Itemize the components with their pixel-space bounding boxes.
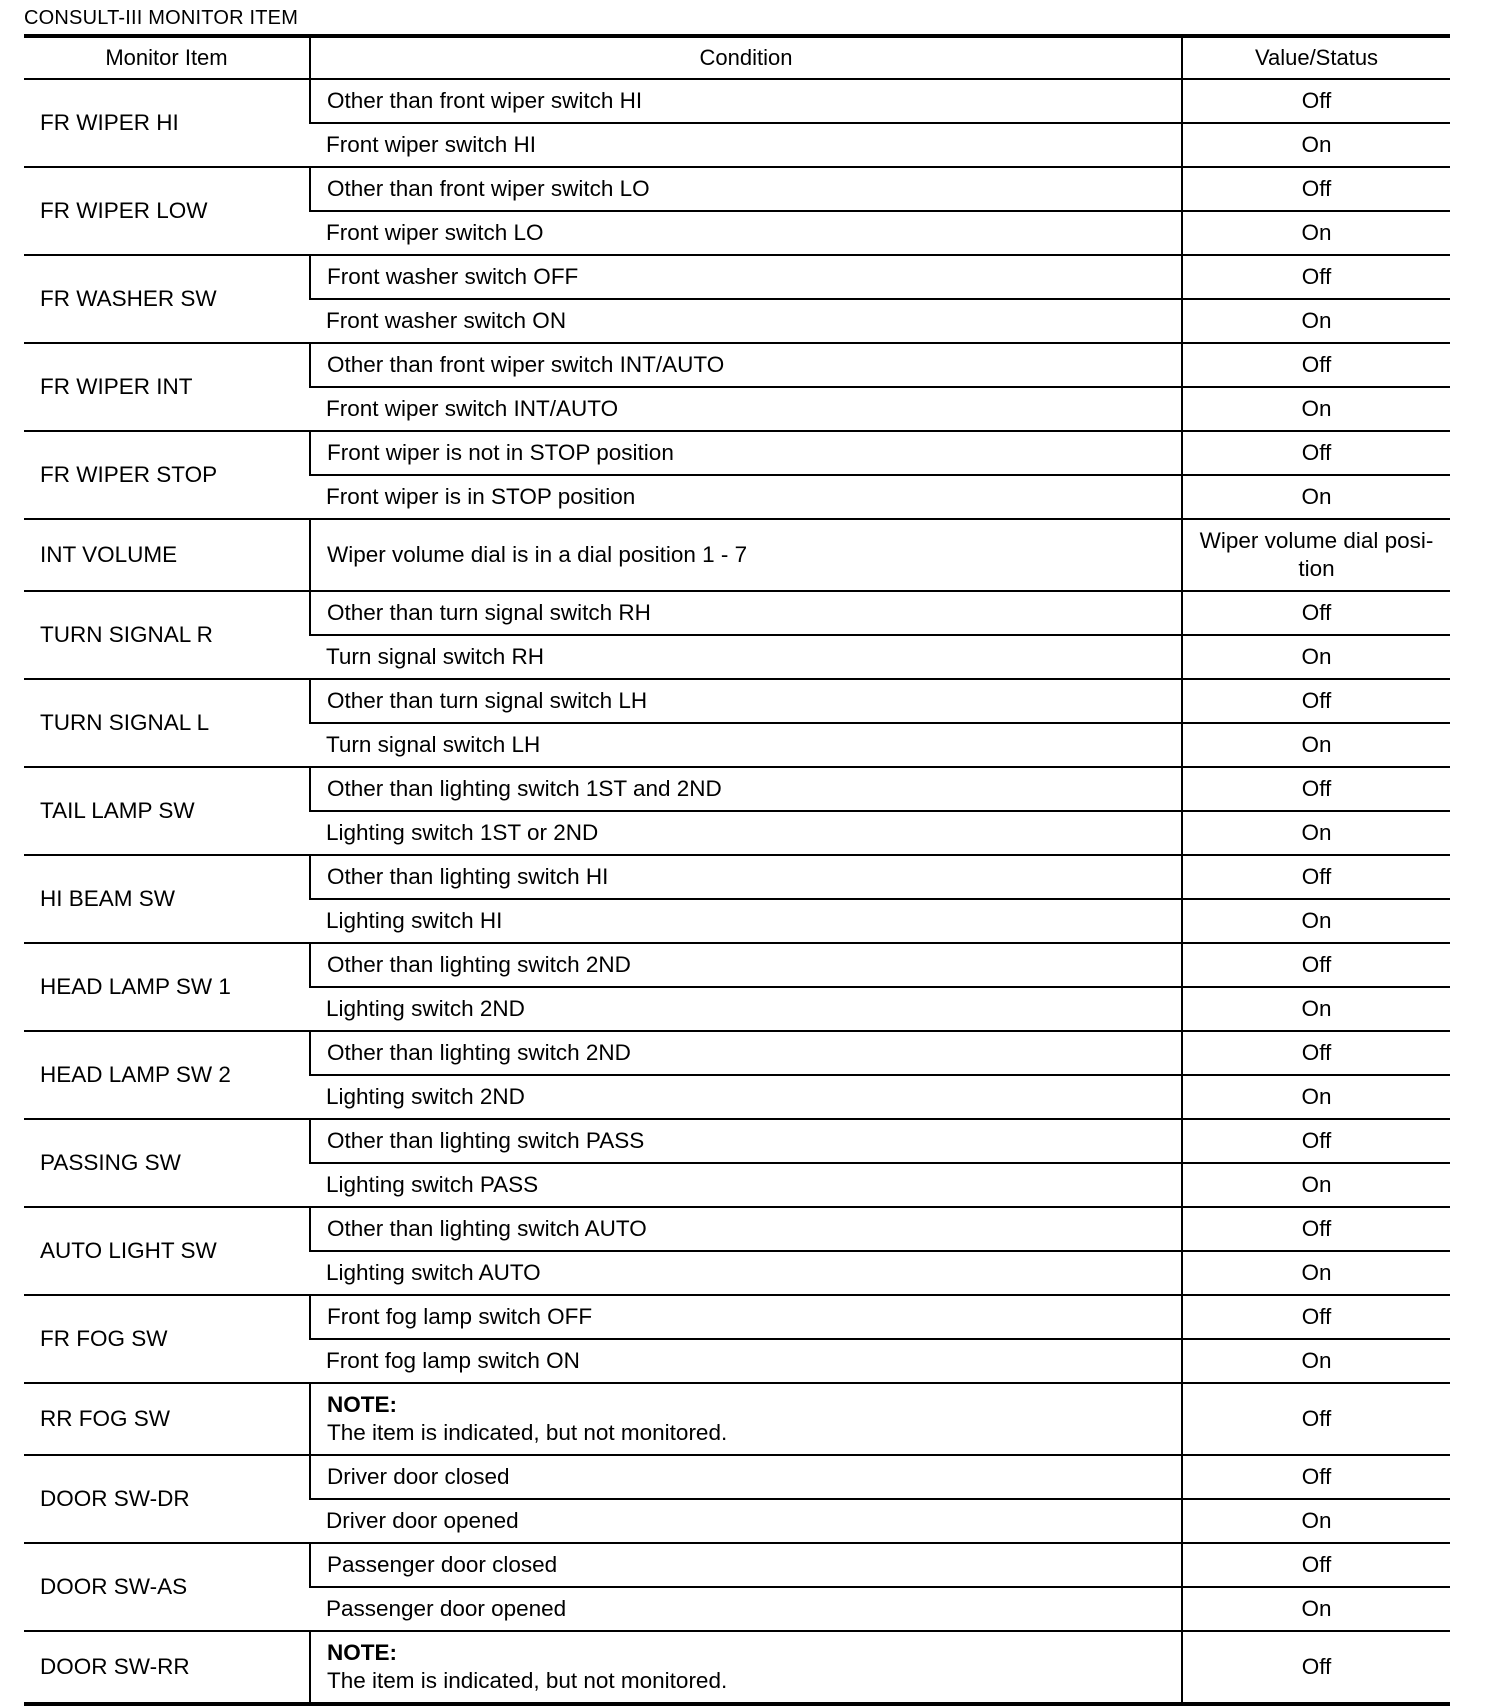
condition-cell: Driver door opened	[310, 1499, 1182, 1543]
value-status-cell	[1182, 1543, 1450, 1587]
condition-cell: Front fog lamp switch OFF	[310, 1295, 1182, 1339]
value-status-cell	[1182, 811, 1450, 855]
table-row	[24, 943, 1450, 987]
value-status-cell	[1182, 255, 1450, 299]
value-status-text: On	[1301, 220, 1332, 245]
condition-cell: Front washer switch OFF	[310, 255, 1182, 299]
value-status-text: Off	[1301, 1040, 1332, 1065]
condition-cell: Front washer switch ON	[310, 299, 1182, 343]
value-status-text: On	[1301, 644, 1332, 669]
value-status-text: On	[1301, 1172, 1332, 1197]
value-status-text: Off	[1301, 1128, 1332, 1153]
monitor-item-cell: RR FOG SW	[24, 1383, 310, 1455]
condition-cell: Other than front wiper switch INT/AUTO	[310, 343, 1182, 387]
value-status-cell	[1182, 899, 1450, 943]
value-status-cell	[1182, 723, 1450, 767]
value-status-text: Off	[1301, 688, 1332, 713]
table-row	[24, 679, 1450, 723]
value-status-text: On	[1301, 1596, 1332, 1621]
value-status-text: On	[1301, 1508, 1332, 1533]
condition-cell: Lighting switch PASS	[310, 1163, 1182, 1207]
monitor-item-cell: TURN SIGNAL R	[24, 591, 310, 679]
value-status-text: Off	[1301, 1216, 1332, 1241]
table-row	[24, 255, 1450, 299]
value-status-text: Off	[1301, 264, 1332, 289]
value-status-cell	[1182, 767, 1450, 811]
table-row	[24, 1295, 1450, 1339]
monitor-item-cell: DOOR SW-RR	[24, 1631, 310, 1704]
table-row	[24, 855, 1450, 899]
value-status-text: Off	[1301, 1654, 1332, 1679]
header-row	[24, 36, 1450, 79]
value-status-text: Off	[1301, 88, 1332, 113]
condition-cell: Turn signal switch LH	[310, 723, 1182, 767]
table-row	[24, 1207, 1450, 1251]
value-status-cell	[1182, 167, 1450, 211]
table-row	[24, 343, 1450, 387]
value-status-text: On	[1301, 1260, 1332, 1285]
table-row	[24, 1119, 1450, 1163]
condition-cell: Lighting switch 2ND	[310, 987, 1182, 1031]
monitor-item-cell: FR WIPER STOP	[24, 431, 310, 519]
monitor-item-cell: INT VOLUME	[24, 519, 310, 591]
value-status-text: Off	[1301, 1304, 1332, 1329]
table-row	[24, 431, 1450, 475]
value-status-text: Off	[1301, 600, 1332, 625]
table-row	[24, 591, 1450, 635]
monitor-item-cell: FR WASHER SW	[24, 255, 310, 343]
value-status-cell	[1182, 475, 1450, 519]
value-status-text: On	[1301, 732, 1332, 757]
condition-cell: Lighting switch HI	[310, 899, 1182, 943]
value-status-text: On	[1301, 820, 1332, 845]
table-row	[24, 1031, 1450, 1075]
value-status-cell	[1182, 1251, 1450, 1295]
value-status-cell	[1182, 855, 1450, 899]
value-status-cell	[1182, 387, 1450, 431]
condition-cell	[310, 1383, 1182, 1455]
value-status-text: On	[1301, 396, 1332, 421]
monitor-item-table	[24, 34, 1450, 1706]
note-label: NOTE:	[327, 1392, 397, 1417]
value-status-text: Off	[1301, 1406, 1332, 1431]
condition-cell: Turn signal switch RH	[310, 635, 1182, 679]
value-status-cell	[1182, 299, 1450, 343]
condition-cell: Lighting switch AUTO	[310, 1251, 1182, 1295]
condition-cell: Other than lighting switch HI	[310, 855, 1182, 899]
condition-cell: Front wiper switch HI	[310, 123, 1182, 167]
value-status-cell	[1182, 1499, 1450, 1543]
value-status-text: Off	[1301, 864, 1332, 889]
table-row	[24, 1631, 1450, 1704]
value-status-text: On	[1301, 132, 1332, 157]
condition-cell: Other than front wiper switch LO	[310, 167, 1182, 211]
condition-cell: Front wiper switch INT/AUTO	[310, 387, 1182, 431]
value-status-cell	[1182, 1383, 1450, 1455]
table-body	[24, 79, 1450, 1704]
condition-cell: Front wiper switch LO	[310, 211, 1182, 255]
condition-cell: Other than turn signal switch LH	[310, 679, 1182, 723]
page-caption: CONSULT-III MONITOR ITEM	[24, 7, 299, 29]
monitor-item-cell: PASSING SW	[24, 1119, 310, 1207]
monitor-item-cell: HEAD LAMP SW 2	[24, 1031, 310, 1119]
monitor-item-cell: DOOR SW-AS	[24, 1543, 310, 1631]
monitor-item-cell: TURN SIGNAL L	[24, 679, 310, 767]
condition-cell: Other than front wiper switch HI	[310, 79, 1182, 123]
value-status-cell	[1182, 1163, 1450, 1207]
value-status-text: Off	[1301, 440, 1332, 465]
condition-cell: Lighting switch 1ST or 2ND	[310, 811, 1182, 855]
monitor-item-cell: DOOR SW-DR	[24, 1455, 310, 1543]
value-status-text: On	[1301, 1348, 1332, 1373]
table-header	[24, 36, 1450, 79]
value-status-text: Off	[1301, 1552, 1332, 1577]
value-status-cell	[1182, 635, 1450, 679]
value-status-text: On	[1301, 908, 1332, 933]
value-status-cell	[1182, 591, 1450, 635]
value-status-cell	[1182, 1455, 1450, 1499]
condition-cell: Passenger door closed	[310, 1543, 1182, 1587]
condition-cell	[310, 1631, 1182, 1704]
condition-cell: Other than lighting switch 1ST and 2ND	[310, 767, 1182, 811]
condition-cell: Front wiper is not in STOP position	[310, 431, 1182, 475]
table-row	[24, 79, 1450, 123]
value-status-cell	[1182, 343, 1450, 387]
value-status-cell	[1182, 987, 1450, 1031]
value-status-cell	[1182, 1587, 1450, 1631]
note-text: The item is indicated, but not monitored.	[327, 1420, 728, 1445]
value-status-cell	[1182, 431, 1450, 475]
monitor-item-cell: HI BEAM SW	[24, 855, 310, 943]
monitor-item-cell: HEAD LAMP SW 1	[24, 943, 310, 1031]
condition-cell: Passenger door opened	[310, 1587, 1182, 1631]
value-status-cell	[1182, 679, 1450, 723]
condition-cell: Driver door closed	[310, 1455, 1182, 1499]
condition-cell: Front wiper is in STOP position	[310, 475, 1182, 519]
header-condition: Condition	[310, 36, 1182, 79]
monitor-item-cell: FR WIPER INT	[24, 343, 310, 431]
note-label: NOTE:	[327, 1640, 397, 1665]
condition-cell: Other than lighting switch 2ND	[310, 943, 1182, 987]
monitor-item-cell: FR WIPER HI	[24, 79, 310, 167]
value-status-cell	[1182, 211, 1450, 255]
condition-cell: Other than lighting switch PASS	[310, 1119, 1182, 1163]
table-row	[24, 519, 1450, 591]
monitor-item-cell: TAIL LAMP SW	[24, 767, 310, 855]
value-status-text: On	[1301, 996, 1332, 1021]
value-status-cell	[1182, 519, 1450, 591]
monitor-item-cell: AUTO LIGHT SW	[24, 1207, 310, 1295]
header-value-status: Value/Status	[1182, 36, 1450, 79]
value-status-text: Off	[1301, 952, 1332, 977]
header-monitor-item: Monitor Item	[24, 36, 310, 79]
note-text: The item is indicated, but not monitored.	[327, 1668, 728, 1693]
value-status-text: Off	[1301, 176, 1332, 201]
condition-cell: Front fog lamp switch ON	[310, 1339, 1182, 1383]
value-status-text: On	[1301, 484, 1332, 509]
table-row	[24, 1543, 1450, 1587]
condition-cell: Other than turn signal switch RH	[310, 591, 1182, 635]
table-row	[24, 767, 1450, 811]
value-status-cell	[1182, 123, 1450, 167]
value-status-cell	[1182, 1295, 1450, 1339]
value-status-cell	[1182, 1119, 1450, 1163]
value-status-cell	[1182, 1031, 1450, 1075]
value-status-text: Wiper volume dial posi- tion	[1199, 528, 1434, 581]
value-status-cell	[1182, 1207, 1450, 1251]
table-row	[24, 1455, 1450, 1499]
value-status-text: Off	[1301, 352, 1332, 377]
monitor-item-cell: FR WIPER LOW	[24, 167, 310, 255]
value-status-cell	[1182, 1631, 1450, 1704]
value-status-cell	[1182, 1075, 1450, 1119]
value-status-cell	[1182, 1339, 1450, 1383]
table-row	[24, 1383, 1450, 1455]
value-status-text: Off	[1301, 1464, 1332, 1489]
value-status-text: On	[1301, 308, 1332, 333]
condition-cell: Lighting switch 2ND	[310, 1075, 1182, 1119]
table-row	[24, 167, 1450, 211]
condition-cell: Other than lighting switch 2ND	[310, 1031, 1182, 1075]
value-status-text: Off	[1301, 776, 1332, 801]
condition-cell: Wiper volume dial is in a dial position 1 - 7	[310, 519, 1182, 591]
value-status-cell	[1182, 79, 1450, 123]
value-status-text: On	[1301, 1084, 1332, 1109]
condition-cell: Other than lighting switch AUTO	[310, 1207, 1182, 1251]
value-status-cell	[1182, 943, 1450, 987]
monitor-item-cell: FR FOG SW	[24, 1295, 310, 1383]
